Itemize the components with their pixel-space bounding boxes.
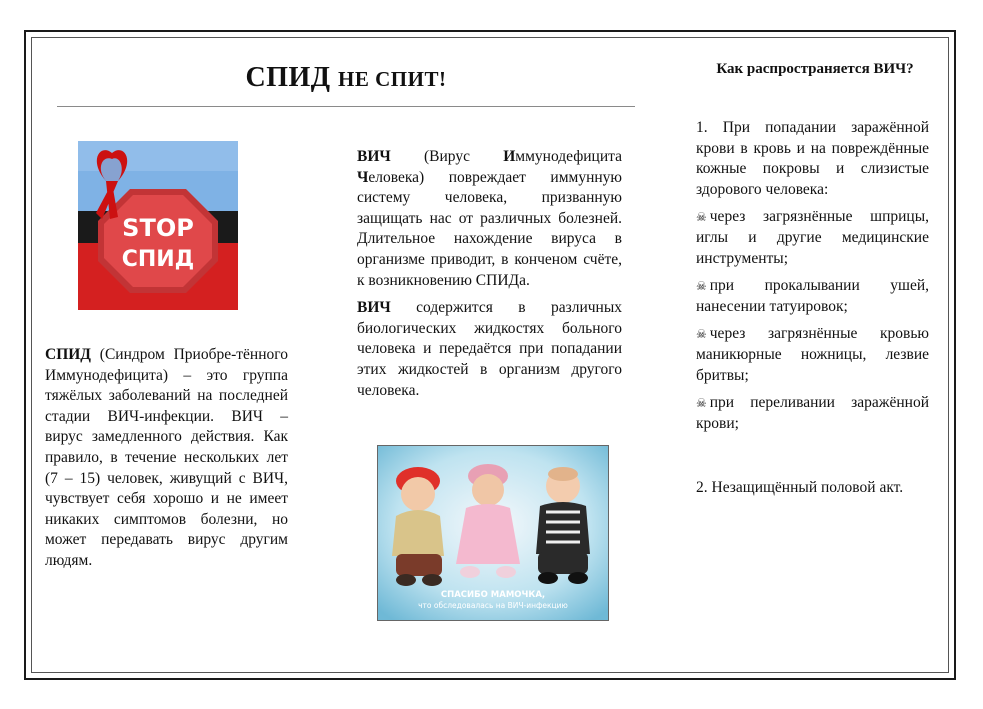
hiv-fluids-text: содержится в различных биологических жидкостях больного человека и передаётся при попадании этих жидкостей в организм другого человека.: [357, 299, 622, 399]
spread-bullet-4-text: при переливании заражённой крови;: [696, 394, 929, 432]
spread-bullet-1: [696, 207, 929, 269]
middle-column: [357, 147, 622, 408]
hiv-term-2: ВИЧ: [357, 299, 391, 317]
hiv-text-c: еловека) повреждает иммунную систему человека, призванную защищать нас от различных болезней. Длительное нахождение вируса в организме приводит, в конченом счёте, к возникновению СПИДа.: [357, 168, 622, 289]
aids-definition-text: (Синдром Приобре-тённого Иммунодефицита) – это группа тяжёлых заболеваний на последней стадии ВИЧ-инфекции. ВИЧ – вирус замедленного действия. Как правило, в течение нескольких лет (7 – 15) человек, живущий с ВИЧ, чувствует себя хорошо и не имеет никаких симптомов болезни, но может передавать вирус другим людям.: [45, 346, 288, 569]
spread-heading: Как распространяется ВИЧ?: [716, 61, 914, 77]
title-part-2: НЕ СПИТ!: [338, 67, 447, 91]
aids-definition: [45, 345, 288, 572]
spread-bullet-3: [696, 324, 929, 386]
kids-caption-line1: СПАСИБО МАМОЧКА,: [440, 590, 546, 600]
hiv-term: ВИЧ: [357, 148, 391, 165]
title-rule: [57, 106, 635, 107]
spread-bullet-2: [696, 276, 929, 317]
stop-aids-image: [78, 141, 238, 310]
spread-bullet-2-text: при прокалывании ушей, нанесении татуировок;: [696, 277, 929, 315]
hiv-fluids: [357, 298, 622, 401]
hiv-definition: [357, 147, 622, 291]
hiv-text-b: ммунодефицита: [515, 148, 622, 165]
left-column: [45, 345, 288, 579]
kids-caption-line2: что обследовалась на ВИЧ-инфекцию: [418, 601, 568, 610]
right-column: [696, 118, 929, 506]
stop-label: STOP: [122, 214, 194, 242]
spread-bullet-3-text: через загрязнённые кровью маникюрные ножницы, лезвие бритвы;: [696, 325, 929, 384]
title-part-1: СПИД: [245, 62, 331, 93]
spread-bullet-1-text: через загрязнённые шприцы, иглы и другие медицинские инструменты;: [696, 208, 929, 267]
spread-point-1: 1. При попадании заражённой крови в кровь и на повреждённые кожные покровы и слизистые здорового человека:: [696, 119, 929, 198]
spread-point-2: 2. Незащищённый половой акт.: [696, 479, 904, 497]
spread-bullet-4: [696, 393, 929, 434]
aids-term: СПИД: [45, 346, 91, 363]
skull-icon: ☠: [696, 279, 707, 294]
page-title: [60, 62, 632, 94]
hiv-term-c: Ч: [357, 168, 369, 186]
hiv-term-b: И: [503, 148, 516, 165]
kids-photo: [377, 445, 609, 621]
skull-icon: ☠: [696, 210, 707, 225]
skull-icon: ☠: [696, 327, 707, 342]
hiv-text-a: (Вирус: [390, 148, 504, 165]
aids-label: СПИД: [121, 247, 195, 272]
skull-icon: ☠: [696, 396, 707, 411]
